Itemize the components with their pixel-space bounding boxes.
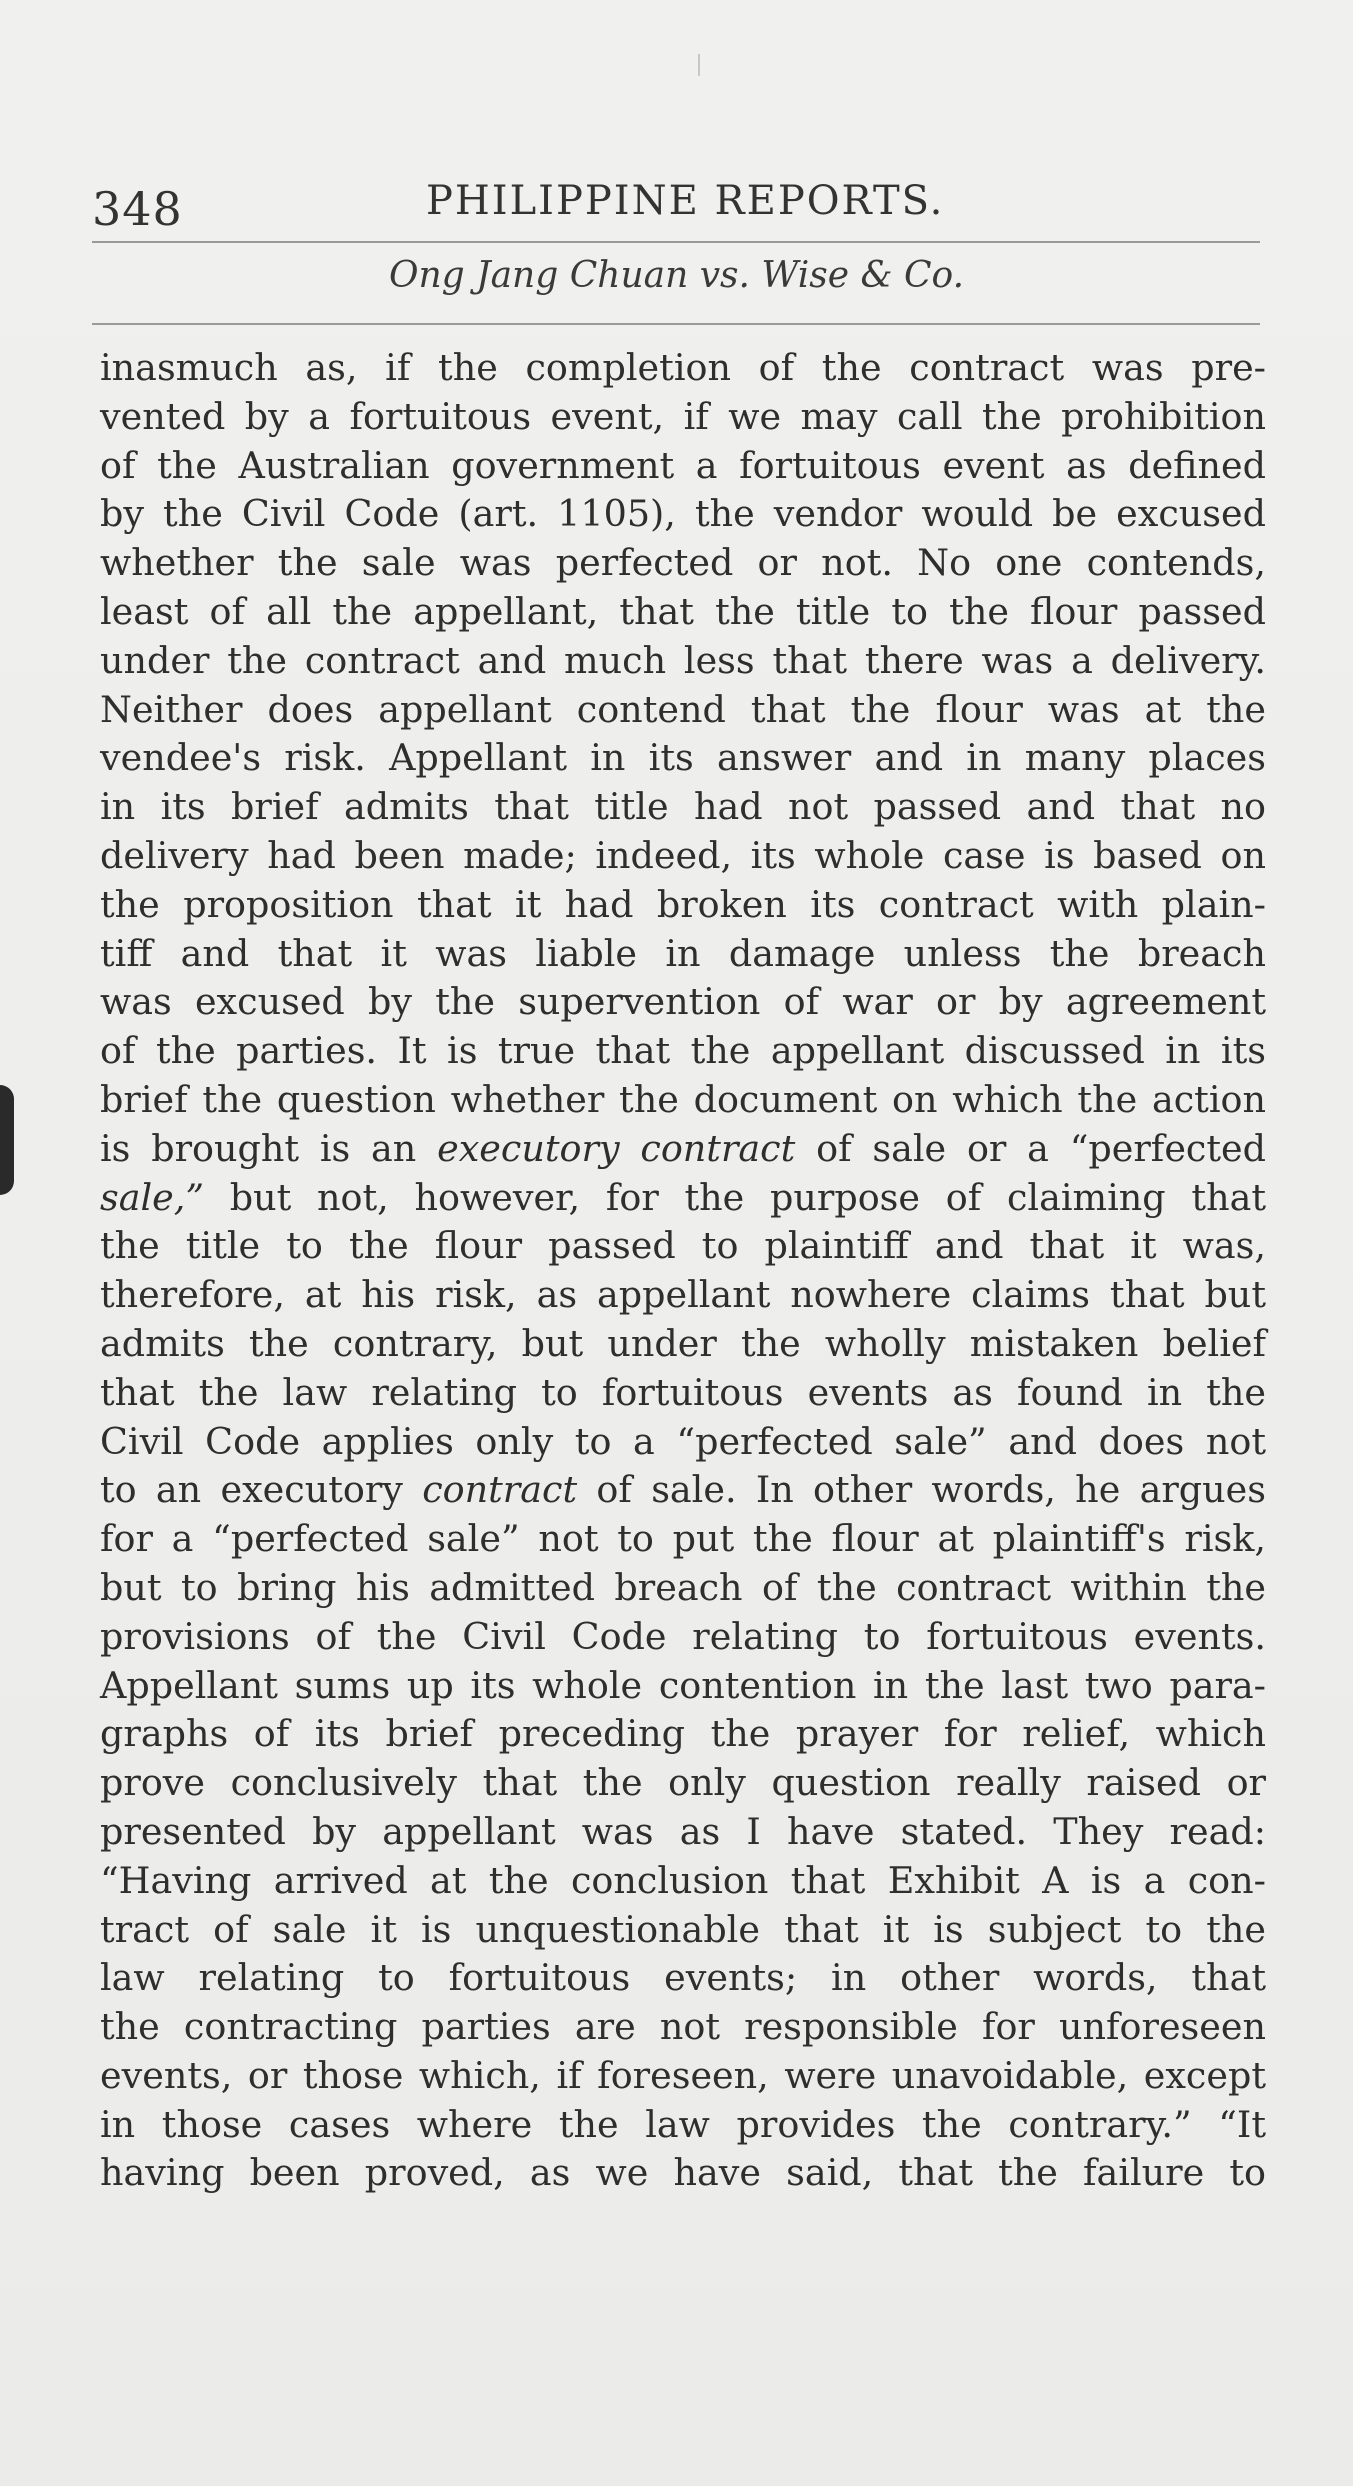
binding-shadow [0,1085,14,1195]
journal-title: PHILIPPINE REPORTS. [426,178,945,224]
body-line: brief the question whether the document on which the action [100,1077,1266,1121]
body-line-text: but not, however, for the purpose of claiming that [204,1175,1266,1219]
body-line [100,1174,1266,1223]
body-line: the title to the flour passed to plaintiff and that it was, [100,1224,1266,1268]
body-line [100,1125,1266,1174]
body-line: by the Civil Code (art. 1105), the vendor would be excused [100,492,1266,536]
body-line: for a “perfected sale” not to put the flour at plaintiff's risk, [100,1517,1266,1561]
body-line-text: to an executory [100,1468,423,1512]
body-line: vendee's risk. Appellant in its answer and in many places [100,736,1266,780]
body-line: vented by a fortuitous event, if we may call the prohibition [100,394,1266,438]
body-line: therefore, at his risk, as appellant nowhere claims that but [100,1273,1266,1317]
body-line: in its brief admits that title had not passed and that no [100,785,1266,829]
body-line: under the contract and much less that there was a delivery. [100,638,1266,682]
page-number: 348 [92,182,183,236]
body-line: events, or those which, if foreseen, were unavoidable, except [100,2053,1266,2097]
body-line: “Having arrived at the conclusion that Exhibit A is a con- [100,1858,1266,1902]
body-line: of the parties. It is true that the appellant discussed in its [100,1029,1266,1073]
body-line: graphs of its brief preceding the prayer for relief, which [100,1712,1266,1756]
body-line: the proposition that it had broken its contract with plain- [100,882,1266,926]
body-line: Neither does appellant contend that the flour was at the [100,687,1266,731]
body-line-italic: contract [422,1468,578,1512]
body-line: in those cases where the law provides the contrary.” “It [100,2102,1266,2146]
body-line: tiff and that it was liable in damage unless the breach [100,931,1266,975]
body-line: Appellant sums up its whole contention in the last two para- [100,1663,1266,1707]
body-line: tract of sale it is unquestionable that it is subject to the [100,1907,1266,1951]
header-rule-top [92,241,1260,243]
header-rule-bottom [92,323,1260,325]
body-line: having been proved, as we have said, that the failure to [100,2151,1266,2195]
page-crease-mark [698,54,700,76]
body-line: least of all the appellant, that the title to the flour passed [100,589,1266,633]
body-line-text: of sale or a “perfected [795,1126,1266,1170]
body-line: delivery had been made; indeed, its whole case is based on [100,833,1266,877]
body-line: the contracting parties are not responsible for unforeseen [100,2005,1266,2049]
body-line-text: of sale. In other words, he argues [577,1468,1266,1512]
body-line: Civil Code applies only to a “perfected sale” and does not [100,1419,1266,1463]
body-line: whether the sale was perfected or not. No one contends, [100,541,1266,585]
case-title: Ong Jang Chuan vs. Wise & Co. [388,255,965,296]
body-line: was excused by the supervention of war or by agreement [100,980,1266,1024]
body-text [100,344,1266,2198]
body-line: provisions of the Civil Code relating to fortuitous events. [100,1614,1266,1658]
body-line: but to bring his admitted breach of the contract within the [100,1565,1266,1609]
body-line: that the law relating to fortuitous events as found in the [100,1370,1266,1414]
body-line: inasmuch as, if the completion of the contract was pre- [100,346,1266,389]
running-head [92,170,1262,240]
body-line: admits the contrary, but under the wholly mistaken belief [100,1321,1266,1365]
body-line: presented by appellant was as I have stated. They read: [100,1809,1266,1853]
body-line-italic: sale,” [100,1175,205,1219]
body-line: law relating to fortuitous events; in other words, that [100,1956,1266,2000]
body-line: of the Australian government a fortuitous event as defined [100,443,1266,487]
body-line-text: is brought is an [100,1126,438,1170]
body-line: prove conclusively that the only question really raised or [100,1761,1266,1805]
body-line-italic: executory contract [437,1126,796,1170]
body-line [100,1466,1266,1515]
